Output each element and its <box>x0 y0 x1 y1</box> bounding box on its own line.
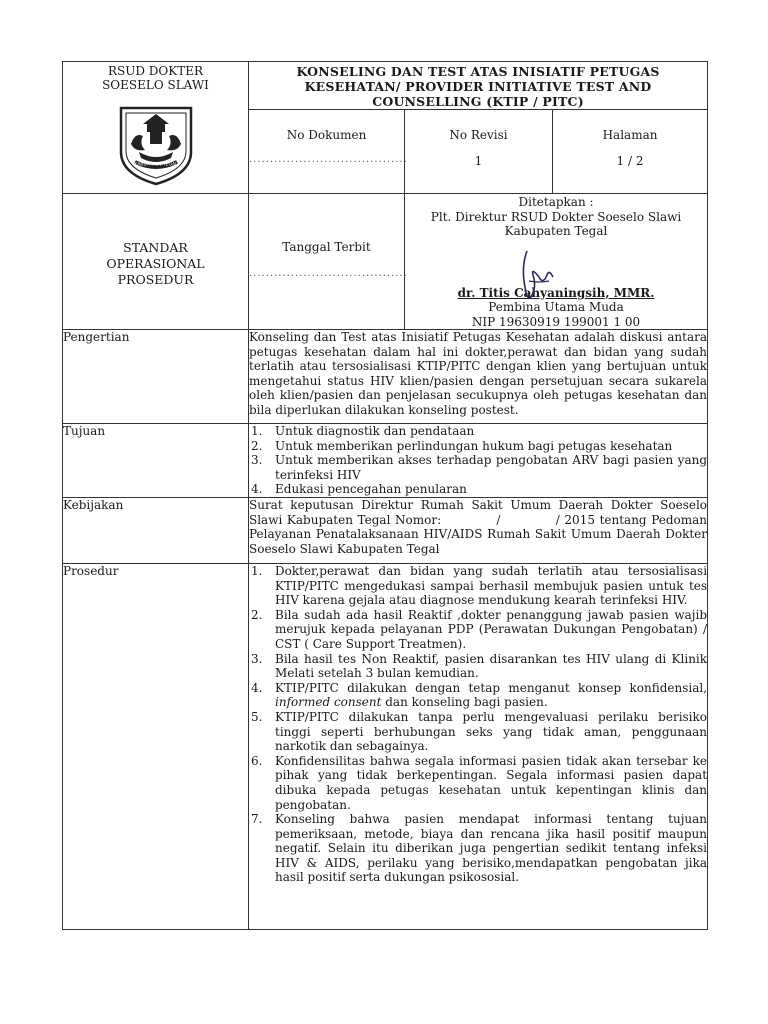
no-dokumen-label: No Dokumen <box>286 128 367 142</box>
no-revisi-cell <box>405 110 553 194</box>
list-item: 4. KTIP/PITC dilakukan dengan tetap menganut konsep konfidensial, informed consent dan konseling bagi pasien. <box>251 680 708 710</box>
hospital-cell <box>63 62 249 194</box>
list-item: 3. Bila hasil tes Non Reaktif, pasien disarankan tes HIV ulang di Klinik Melati setelah 3 bulan kemudian. <box>251 651 708 681</box>
standar-cell <box>63 194 249 330</box>
halaman-label: Halaman <box>602 128 658 142</box>
tujuan-cell <box>249 424 708 498</box>
hospital-name: RSUD DOKTER SOESELO SLAWI <box>102 64 209 92</box>
jabatan-line1: Plt. Direktur RSUD Dokter Soeselo Slawi <box>430 209 682 224</box>
penetapan-cell <box>405 194 708 330</box>
sop-document <box>62 61 711 930</box>
penandatangan-nip: NIP 19630919 199001 1 00 <box>471 314 641 329</box>
no-revisi-label: No Revisi <box>449 128 508 142</box>
halaman-cell <box>553 110 708 194</box>
list-item: 3. Untuk memberikan akses terhadap pengobatan ARV bagi pasien yang terinfeksi HIV <box>251 453 708 482</box>
list-item: 2. Bila sudah ada hasil Reaktif ,dokter penanggung jawab pasien wajib merujuk kepada pelayanan PDP (Perawatan Dukungan Pengobatan) / CST ( Care Support Treatmen). <box>251 607 708 651</box>
no-revisi-value: 1 <box>474 154 483 168</box>
penandatangan-pangkat: Pembina Utama Muda <box>488 300 624 314</box>
tanggal-terbit-value: ...................................... <box>249 268 408 279</box>
kebijakan-text: Surat keputusan Direktur Rumah Sakit Umum Daerah Dokter Soeselo Slawi Kabupaten Tegal Nomor: / / 2015 tentang Pedoman Pelayanan Penatalaksanaan HIV/AIDS Rumah Sakit Umum Daerah Dokter Soeselo Slawi Kabupaten Tegal <box>249 498 708 564</box>
halaman-value: 1 / 2 <box>616 154 644 168</box>
sop-table <box>62 61 711 930</box>
sop-label: STANDAR OPERASIONAL PROSEDUR <box>106 240 205 287</box>
jabatan-line2: Kabupaten Tegal <box>504 224 608 238</box>
list-item: 5. KTIP/PITC dilakukan tanpa perlu mengevaluasi perilaku berisiko tinggi seperti berhubungan seks yang tidak aman, penggunaan narkotik dan sebagainya. <box>251 709 708 754</box>
tanggal-terbit-cell <box>249 194 408 330</box>
tujuan-label: Tujuan <box>63 424 249 498</box>
pengertian-label: Pengertian <box>63 330 249 424</box>
document-title: KONSELING DAN TEST ATAS INISIATIF PETUGAS KESEHATAN/ PROVIDER INITIATIVE TEST AND COUNSELLING (KTIP / PITC) <box>296 64 660 109</box>
no-dokumen-cell <box>249 110 408 194</box>
no-dokumen-value: ...................................... <box>249 154 408 165</box>
prosedur-cell <box>249 564 708 930</box>
penandatangan-nama: dr. Titis Cahyaningsih, MMR. <box>457 285 655 300</box>
svg-text:KABUPATEN TEGAL: KABUPATEN TEGAL <box>133 162 178 168</box>
pengertian-text: Konseling dan Test atas Inisiatif Petugas Kesehatan adalah diskusi antara petugas kesehatan dalam hal ini dokter,perawat dan bidan yang sudah terlatih atau tersosialisasi KTIP/PITC dengan klien yang bertujuan untuk mengetahui status HIV klien/pasien dengan persetujuan secara sukarela oleh klien/pasien dan penjelasan secukupnya oleh petugas kesehatan dan bila diperlukan dilakukan konseling postest. <box>249 330 708 424</box>
kabupaten-tegal-logo <box>113 102 199 188</box>
signature <box>513 247 573 307</box>
list-item: 4. Edukasi pencegahan penularan <box>251 482 467 497</box>
prosedur-label: Prosedur <box>63 564 249 930</box>
list-item: 2. Untuk memberikan perlindungan hukum bagi petugas kesehatan <box>251 438 673 453</box>
tanggal-terbit-label: Tanggal Terbit <box>282 240 371 254</box>
document-title-cell <box>249 62 708 110</box>
list-item: 1. Dokter,perawat dan bidan yang sudah terlatih atau tersosialisasi KTIP/PITC mengedukasi sampai berhasil membujuk pasien untuk tes HIV karena gejala atau diagnose mendukung kearah terinfeksi HIV. <box>251 564 708 608</box>
tujuan-list <box>249 424 707 497</box>
ditetapkan-text: Ditetapkan : <box>518 195 594 209</box>
penetapan-block <box>405 195 707 329</box>
list-item: 7. Konseling bahwa pasien mendapat informasi tentang tujuan pemeriksaan, metode, biaya dan rencana jika hasil positif maupun negatif. Selain itu diberikan juga pengertian sedikit tentang infeksi HIV & AIDS, perilaku yang berisiko,mendapatkan pengobatan jika hasil positif serta dukungan psikososial. <box>251 812 708 885</box>
prosedur-list <box>249 564 707 885</box>
list-item: 1. Untuk diagnostik dan pendataan <box>251 424 475 438</box>
kebijakan-label: Kebijakan <box>63 498 249 564</box>
list-item: 6. Konfidensilitas bahwa segala informasi pasien tidak akan tersebar ke pihak yang tidak berkepentingan. Segala informasi pasien dapat dibuka kepada petugas kesehatan untuk kepentingan klinis dan pengobatan. <box>251 753 708 812</box>
